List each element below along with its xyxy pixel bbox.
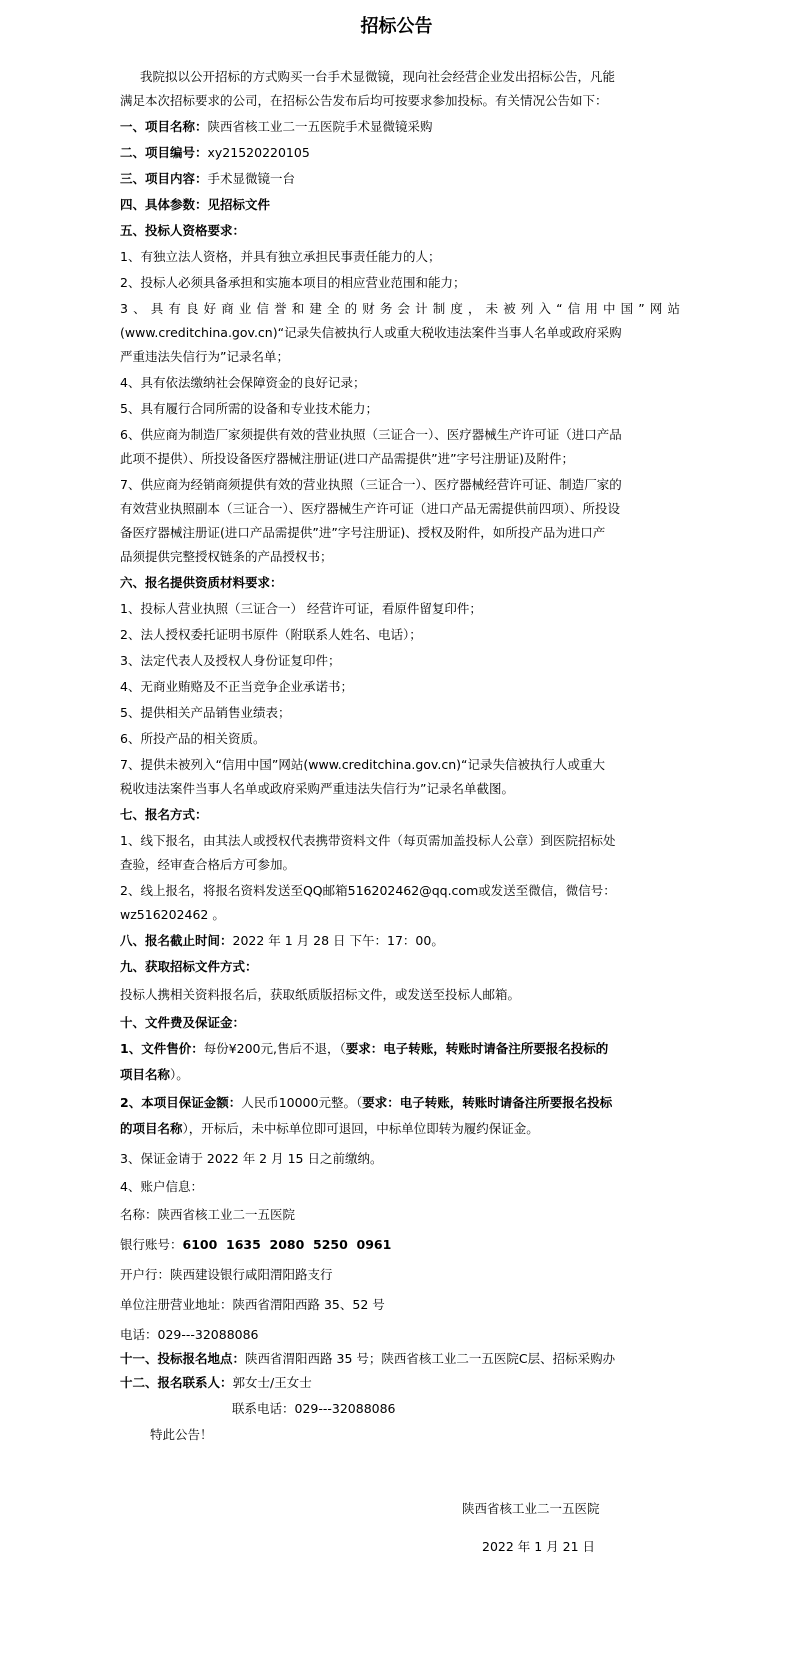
section-1-label: 一、项目名称： — [120, 119, 208, 134]
section-7-heading: 七、报名方式： — [120, 807, 208, 822]
section-12 — [120, 1374, 312, 1392]
section-5-heading: 五、投标人资格要求： — [120, 223, 246, 238]
section-5-line: 备医疗器械注册证(进口产品需提供”进”字号注册证)、授权及附件，如所投产品为进口产 — [120, 525, 606, 540]
section-3 — [120, 170, 295, 188]
section-5-line: 2、投标人必须具备承担和实施本项目的相应营业范围和能力； — [120, 275, 466, 290]
intro-line-1: 我院拟以公开招标的方式购买一台手术显微镜，现向社会经营企业发出招标公告，凡能 — [140, 69, 616, 84]
deposit-end: ），开标后，未中标单位即可退回，中标单位即转为履约保证金。 — [182, 1121, 539, 1136]
file-fee-line-2 — [120, 1066, 189, 1084]
section-5-line: (www.creditchina.gov.cn)“记录失信被执行人或重大税收违法案件当事人名单或政府采购 — [120, 325, 622, 340]
bank-account — [120, 1236, 391, 1254]
intro-line-2: 满足本次招标要求的公司，在招标公告发布后均可按要求参加投标。有关情况公告如下： — [120, 93, 608, 108]
section-12-label: 十二、报名联系人： — [120, 1375, 233, 1390]
bank-account-label: 银行账号： — [120, 1237, 183, 1252]
section-10-heading: 十、文件费及保证金： — [120, 1015, 246, 1030]
page-title: 招标公告 — [360, 16, 433, 37]
section-7-line: wz516202462 。 — [120, 907, 225, 922]
deposit-deadline: 3、保证金请于 2022 年 2 月 15 日之前缴纳。 — [120, 1151, 383, 1166]
phone: 电话：029---32088086 — [120, 1327, 259, 1342]
section-11-value: 陕西省渭阳西路 35 号；陕西省核工业二一五医院C层、招标采购办 — [245, 1351, 616, 1366]
section-5-line: 3、具有良好商业信誉和建全的财务会计制度，未被列入“信用中国”网站 — [120, 301, 680, 316]
section-9-line: 投标人携相关资料报名后，获取纸质版招标文件，或发送至投标人邮箱。 — [120, 987, 521, 1002]
section-6-heading: 六、报名提供资质材料要求： — [120, 575, 283, 590]
section-6-line: 税收违法案件当事人名单或政府采购严重违法失信行为”记录名单截图。 — [120, 781, 514, 796]
deposit-line-2 — [120, 1120, 539, 1138]
section-5-line: 严重违法失信行为”记录名单； — [120, 349, 289, 364]
deposit-line — [120, 1094, 612, 1112]
deposit-requirement-end: 的项目名称 — [120, 1121, 183, 1136]
section-6-line: 5、提供相关产品销售业绩表； — [120, 705, 291, 720]
section-9-heading: 九、获取招标文件方式： — [120, 959, 258, 974]
deposit-text: 人民币10000元整。（ — [241, 1095, 363, 1110]
section-2-value: xy21520220105 — [207, 145, 310, 160]
section-3-label: 三、项目内容： — [120, 171, 208, 186]
section-6-line: 3、法定代表人及授权人身份证复印件； — [120, 653, 341, 668]
signature: 陕西省核工业二一五医院 — [462, 1501, 600, 1516]
section-6-line: 7、提供未被列入“信用中国”网站(www.creditchina.gov.cn)“记录失信被执行人或重大 — [120, 757, 605, 772]
section-1 — [120, 118, 433, 136]
file-fee-requirement-end: 项目名称 — [120, 1067, 171, 1082]
section-6-line: 2、法人授权委托证明书原件（附联系人姓名、电话）； — [120, 627, 422, 642]
section-5-line: 此项不提供）、所投设备医疗器械注册证(进口产品需提供”进”字号注册证)及附件； — [120, 451, 574, 466]
section-5-line: 7、供应商为经销商须提供有效的营业执照（三证合一）、医疗器械经营许可证、制造厂家的 — [120, 477, 622, 492]
closing-text: 特此公告！ — [150, 1427, 213, 1442]
file-fee-line — [120, 1040, 608, 1058]
account-name: 名称：陕西省核工业二一五医院 — [120, 1207, 296, 1222]
section-5-line: 5、具有履行合同所需的设备和专业技术能力； — [120, 401, 378, 416]
section-2 — [120, 144, 310, 162]
file-fee-end: ）。 — [170, 1067, 189, 1082]
section-12-value: 郭女士/王女士 — [232, 1375, 312, 1390]
section-7-line: 2、线上报名，将报名资料发送至QQ邮箱516202462@qq.com或发送至微信，微信号： — [120, 883, 616, 898]
section-6-line: 6、所投产品的相关资质。 — [120, 731, 266, 746]
section-8-label: 八、报名截止时间： — [120, 933, 233, 948]
section-5-line: 6、供应商为制造厂家须提供有效的营业执照（三证合一）、医疗器械生产许可证（进口产品 — [120, 427, 622, 442]
bank-account-number: 6100 1635 2080 5250 0961 — [182, 1237, 392, 1252]
section-8-value: 2022 年 1 月 28 日 下午：17：00。 — [232, 933, 444, 948]
section-5-line: 4、具有依法缴纳社会保障资金的良好记录； — [120, 375, 366, 390]
account-info-label: 4、账户信息： — [120, 1179, 203, 1194]
section-5-line: 品须提供完整授权链条的产品授权书； — [120, 549, 333, 564]
file-fee-text: 每份¥200元,售后不退，（ — [203, 1041, 346, 1056]
bank-name: 开户行：陕西建设银行咸阳渭阳路支行 — [120, 1267, 333, 1282]
issue-date: 2022 年 1 月 21 日 — [482, 1539, 596, 1554]
section-4-label: 四、具体参数： — [120, 197, 208, 212]
section-8 — [120, 932, 444, 950]
deposit-requirement: 要求：电子转账，转账时请备注所要报名投标 — [362, 1095, 613, 1110]
file-fee-label: 1、文件售价： — [120, 1041, 204, 1056]
section-5-line: 1、有独立法人资格，并具有独立承担民事责任能力的人； — [120, 249, 441, 264]
contact-phone: 联系电话：029---32088086 — [232, 1401, 396, 1416]
file-fee-requirement: 要求：电子转账，转账时请备注所要报名投标的 — [345, 1041, 609, 1056]
section-7-line: 查验，经审查合格后方可参加。 — [120, 857, 296, 872]
registered-address: 单位注册营业地址：陕西省渭阳西路 35、52 号 — [120, 1297, 385, 1312]
section-6-line: 1、投标人营业执照（三证合一） 经营许可证，看原件留复印件； — [120, 601, 482, 616]
section-2-label: 二、项目编号： — [120, 145, 208, 160]
section-5-line: 有效营业执照副本（三证合一）、医疗器械生产许可证（进口产品无需提供前四项）、所投设 — [120, 501, 621, 516]
section-3-value: 手术显微镜一台 — [207, 171, 296, 186]
deposit-label: 2、本项目保证金额： — [120, 1095, 242, 1110]
section-4 — [120, 196, 270, 214]
section-6-line: 4、无商业贿赂及不正当竞争企业承诺书； — [120, 679, 353, 694]
section-4-value: 见招标文件 — [207, 197, 271, 212]
section-7-line: 1、线下报名，由其法人或授权代表携带资料文件（每页需加盖投标人公章）到医院招标处 — [120, 833, 616, 848]
section-1-value: 陕西省核工业二一五医院手术显微镜采购 — [207, 119, 433, 134]
section-11-label: 十一、投标报名地点： — [120, 1351, 246, 1366]
section-11 — [120, 1350, 615, 1368]
